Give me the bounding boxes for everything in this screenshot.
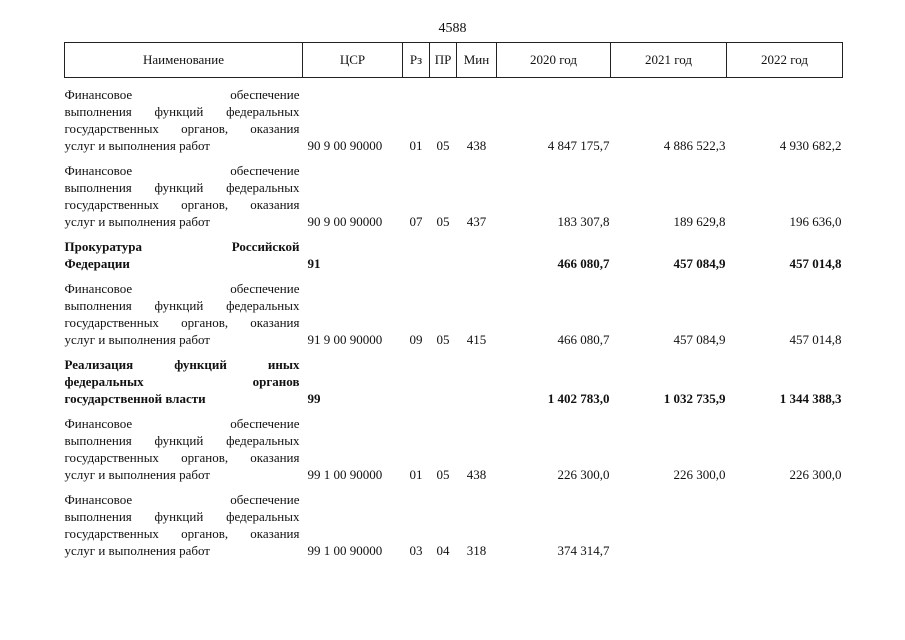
row-name-line: выполнения функций федеральных [64,298,300,313]
row-name-line: Финансовое обеспечение [64,87,300,102]
row-name-line: Финансовое обеспечение [64,163,300,178]
header-2020: 2020 год [497,43,611,78]
header-rz: Рз [403,43,430,78]
row-name-line: услуг и выполнения работ [64,467,210,482]
table-row [65,162,843,230]
row-name-line: услуг и выполнения работ [64,138,210,153]
header-row [65,43,843,78]
row-spacer [65,230,843,238]
table-row [65,280,843,348]
table-body [65,78,843,560]
row-rz: 07 [409,214,423,229]
row-name-line: федеральных органов [64,374,300,389]
spacer-cell [65,78,843,87]
row-value-2022: 457 014,8 [789,332,842,347]
row-min [457,356,497,407]
row-csr: 99 1 00 90000 [307,467,383,482]
row-value-2020: 466 080,7 [557,332,610,347]
spacer-cell [65,348,843,356]
row-spacer [65,348,843,356]
row-name-line: государственных органов, оказания [64,526,300,541]
row-rz [403,238,430,272]
row-value-2020: 466 080,7 [557,256,610,271]
row-name-line: услуг и выполнения работ [64,332,210,347]
row-name-line: Финансовое обеспечение [64,416,300,431]
row-name-line: государственных органов, оказания [64,315,300,330]
row-min: 415 [466,332,487,347]
row-value-2022: 457 014,8 [789,256,842,271]
row-name [65,280,303,348]
row-value-2020: 1 402 783,0 [547,391,610,406]
row-value-2021: 457 084,9 [673,256,726,271]
header-2022: 2022 год [727,43,843,78]
page-number: 4588 [438,21,467,36]
row-value-2020: 226 300,0 [557,467,610,482]
row-value-2021: 1 032 735,9 [663,391,726,406]
row-pr: 05 [436,138,450,153]
spacer-cell [65,483,843,491]
row-csr: 91 9 00 90000 [307,332,383,347]
header-2021: 2021 год [611,43,727,78]
header-pr: ПР [430,43,457,78]
row-csr: 99 [307,391,321,406]
row-spacer [65,78,843,87]
header-csr: ЦСР [303,43,403,78]
row-name-line: выполнения функций федеральных [64,180,300,195]
spacer-cell [65,230,843,238]
row-value-2020: 374 314,7 [557,543,610,558]
row-csr: 91 [307,256,321,271]
row-name-line: государственных органов, оказания [64,197,300,212]
table-row [65,238,843,272]
row-min: 438 [466,138,487,153]
row-value-2022: 1 344 388,3 [779,391,842,406]
row-pr: 05 [436,467,450,482]
row-name-line: выполнения функций федеральных [64,104,300,119]
row-name-line: выполнения функций федеральных [64,509,300,524]
row-spacer [65,483,843,491]
row-name [65,162,303,230]
row-value-2020: 183 307,8 [557,214,610,229]
table-row [65,356,843,407]
row-spacer [65,407,843,415]
row-value-2021: 457 084,9 [673,332,726,347]
row-name [65,356,303,407]
header-min: Мин [457,43,497,78]
row-name-line: Финансовое обеспечение [64,281,300,296]
row-value-2020: 4 847 175,7 [547,138,610,153]
row-min: 437 [466,214,487,229]
row-name [65,86,303,154]
row-min [457,238,497,272]
row-rz: 03 [409,543,423,558]
row-name-line: услуг и выполнения работ [64,543,210,558]
row-name-line: Прокуратура Российской [64,239,300,254]
row-value-2021: 189 629,8 [673,214,726,229]
row-name-line: Реализация функций иных [64,357,300,372]
row-spacer [65,154,843,162]
row-name-line: Федерации [64,256,130,271]
row-rz: 09 [409,332,423,347]
row-value-2021 [611,491,727,559]
row-pr: 04 [436,543,450,558]
row-name-line: государственных органов, оказания [64,121,300,136]
row-csr: 90 9 00 90000 [307,214,383,229]
row-value-2022: 196 636,0 [789,214,842,229]
row-pr [430,356,457,407]
row-name [65,238,303,272]
row-value-2021: 226 300,0 [673,467,726,482]
spacer-cell [65,407,843,415]
row-pr: 05 [436,332,450,347]
row-csr: 90 9 00 90000 [307,138,383,153]
row-rz: 01 [409,138,423,153]
header-name: Наименование [65,43,303,78]
row-name [65,415,303,483]
row-min: 318 [466,543,487,558]
row-name-line: государственных органов, оказания [64,450,300,465]
row-value-2022: 4 930 682,2 [779,138,842,153]
row-pr [430,238,457,272]
row-name-line: государственной власти [64,391,206,406]
row-csr: 99 1 00 90000 [307,543,383,558]
row-value-2022 [727,491,843,559]
row-value-2021: 4 886 522,3 [663,138,726,153]
row-name-line: Финансовое обеспечение [64,492,300,507]
row-rz: 01 [409,467,423,482]
row-spacer [65,272,843,280]
row-value-2022: 226 300,0 [789,467,842,482]
row-name-line: выполнения функций федеральных [64,433,300,448]
row-name-line: услуг и выполнения работ [64,214,210,229]
row-pr: 05 [436,214,450,229]
spacer-cell [65,272,843,280]
table-row [65,491,843,559]
spacer-cell [65,154,843,162]
row-min: 438 [466,467,487,482]
budget-table [64,42,843,559]
table-row [65,415,843,483]
table-row [65,86,843,154]
row-name [65,491,303,559]
row-rz [403,356,430,407]
